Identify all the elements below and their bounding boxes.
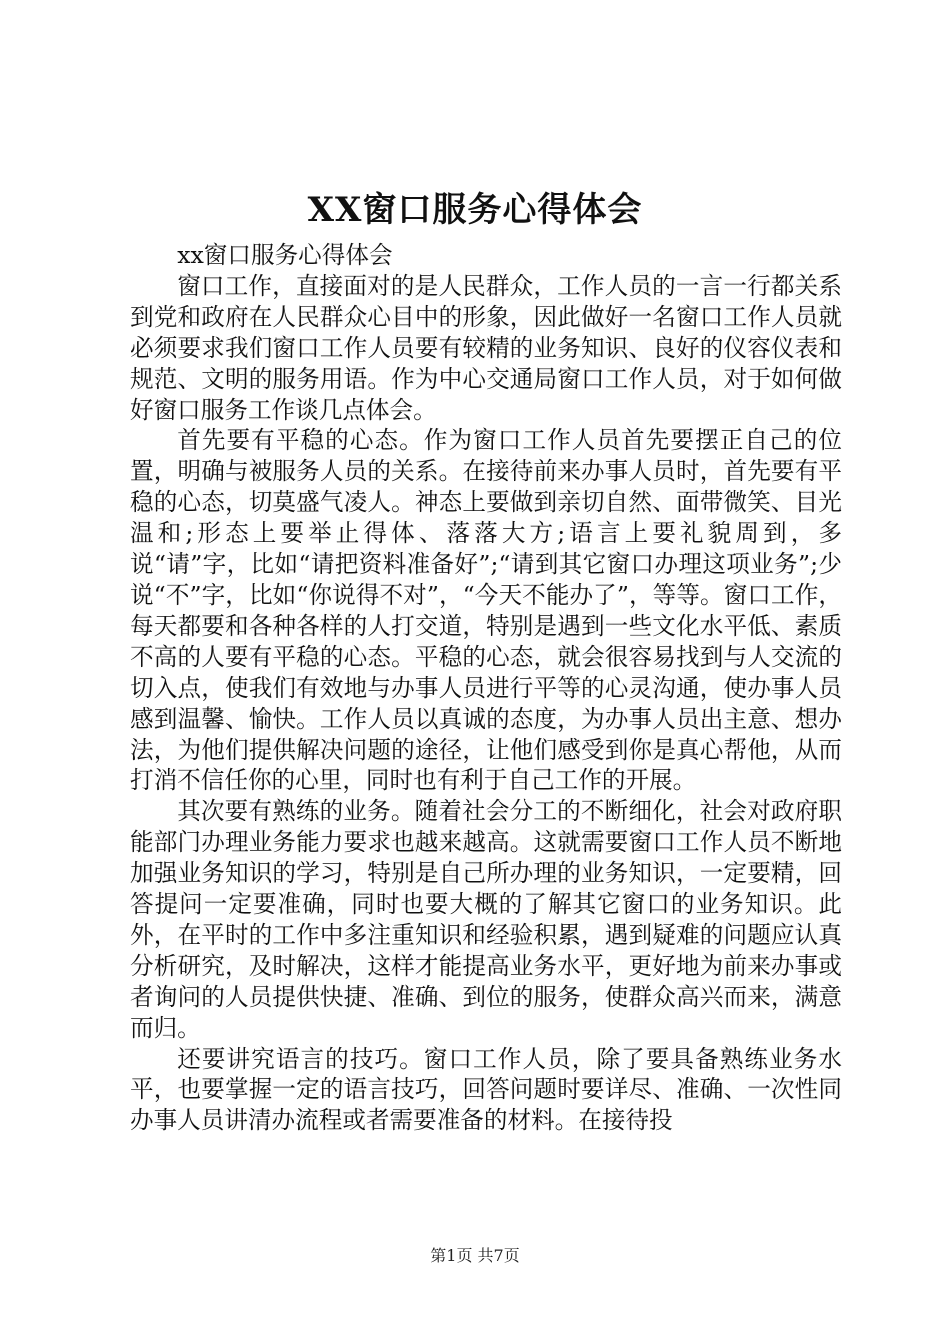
page-footer: 第1页 共7页 [430, 1246, 520, 1265]
document-subtitle: xx窗口服务心得体会 [177, 241, 393, 269]
document-title: XX窗口服务心得体会 [307, 190, 643, 230]
paragraph: 窗口工作，直接面对的是人民群众，工作人员的一言一行都关系到党和政府在人民群众心目中的形象，因此做好一名窗口工作人员就必须要求我们窗口工作人员要有较精的业务知识、良好的仪容仪表和规范、文明的服务用语。作为中心交通局窗口工作人员，对于如何做好窗口服务工作谈几点体会。 [130, 271, 842, 424]
paragraph: 首先要有平稳的心态。作为窗口工作人员首先要摆正自己的位置，明确与被服务人员的关系。在接待前来办事人员时，首先要有平稳的心态，切莫盛气凌人。神态上要做到亲切自然、面带微笑、目光温和;形态上要举止得体、落落大方;语言上要礼貌周到，多说“请”字，比如“请把资料准备好”;“请到其它窗口办理这项业务”;少说“不”字，比如“你说得不对”，“今天不能办了”，等等。窗口工作，每天都要和各种各样的人打交道，特别是遇到一些文化水平低、素质不高的人要有平稳的心态。平稳的心态，就会很容易找到与人交流的切入点，使我们有效地与办事人员进行平等的心灵沟通，使办事人员感到温馨、愉快。工作人员以真诚的态度，为办事人员出主意、想办法，为他们提供解决问题的途径，让他们感受到你是真心帮他，从而打消不信任你的心里，同时也有利于自己工作的开展。 [130, 426, 842, 795]
paragraph: 其次要有熟练的业务。随着社会分工的不断细化，社会对政府职能部门办理业务能力要求也越来越高。这就需要窗口工作人员不断地加强业务知识的学习，特别是自己所办理的业务知识，一定要精，回答提问一定要准确，同时也要大概的了解其它窗口的业务知识。此外，在平时的工作中多注重知识和经验积累，遇到疑难的问题应认真分析研究，及时解决，这样才能提高业务水平，更好地为前来办事或者询问的人员提供快捷、准确、到位的服务，使群众高兴而来，满意而归。 [130, 797, 842, 1042]
document-body [130, 240, 842, 1136]
paragraph: 还要讲究语言的技巧。窗口工作人员，除了要具备熟练业务水平，也要掌握一定的语言技巧，回答问题时要详尽、准确、一次性同办事人员讲清办流程或者需要准备的材料。在接待投 [130, 1044, 842, 1135]
